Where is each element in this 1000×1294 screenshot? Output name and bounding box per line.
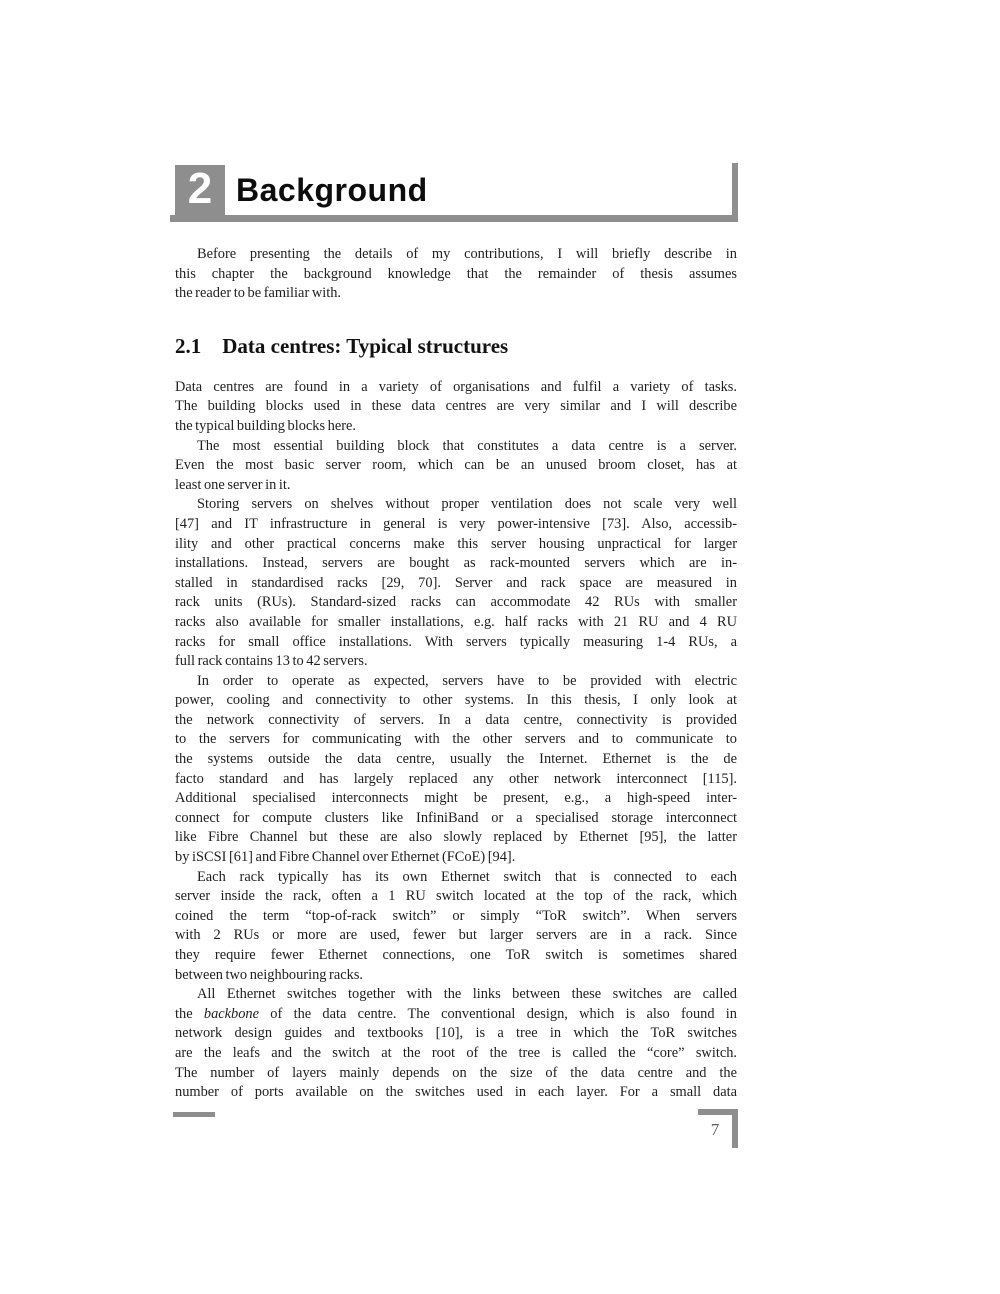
body-line: Even the most basic server room, which can be an unused broom closet, has at [175,457,737,474]
paragraph [175,495,737,671]
body-line: the backbone of the data centre. The conventional design, which is also found in [175,1005,738,1022]
body-line: All Ethernet switches together with the links between these switches are called [197,986,737,1003]
body-line: coined the term “top-of-rack switch” or simply “ToR switch”. When servers [175,907,737,924]
body-line: by iSCSI [61] and Fibre Channel over Ethernet (FCoE) [94]. [175,849,516,866]
footer-bracket-vertical [732,1109,738,1148]
chapter-title: Background [236,172,428,208]
body-line: The most essential building block that constitutes a data centre is a server. [197,437,737,454]
chapter-number-box [175,165,225,215]
paragraph [175,672,737,868]
body-line: Data centres are found in a variety of organisations and fulfil a variety of tasks. [175,378,737,395]
body-line: connect for compute clusters like InfiniBand or a specialised storage interconnect [175,809,737,826]
body-line: In order to operate as expected, servers have to be provided with electric [197,672,737,689]
body-line: [47] and IT infrastructure in general is very power-intensive [73]. Also, accessib- [175,515,737,532]
body-line: server inside the rack, often a 1 RU switch located at the top of the rack, which [175,888,737,905]
body-line: ility and other practical concerns make this server housing unpractical for larger [175,535,737,552]
body-line: power, cooling and connectivity to other systems. In this thesis, I only look at [175,692,737,709]
body-line: number of ports available on the switches used in each layer. For a small data [175,1084,737,1101]
paragraph [175,245,737,304]
body-line: facto standard and has largely replaced any other network interconnect [115]. [175,770,737,787]
chapter-number: 2 [187,163,213,213]
paragraph [175,985,737,1103]
body-line: Additional specialised interconnects might be present, e.g., a high-speed inter- [175,790,737,807]
body-line: rack units (RUs). Standard-sized racks can accommodate 42 RUs with smaller [175,594,737,611]
body-line: between two neighbouring racks. [175,966,364,983]
body-line: racks for small office installations. With servers typically measuring 1-4 RUs, a [175,633,737,650]
body-line: with 2 RUs or more are used, fewer but larger servers are in a rack. Since [175,927,737,944]
body-line: this chapter the background knowledge that the remainder of thesis assumes [175,265,737,282]
paragraph [175,868,737,986]
body-line: to the servers for communicating with the other servers and to communicate to [175,731,737,748]
paragraph [175,378,737,437]
body-line: The number of layers mainly depends on the size of the data centre and the [175,1064,737,1081]
body-line: they require fewer Ethernet connections, one ToR switch is sometimes shared [175,947,737,963]
body-line: The building blocks used in these data centres are very similar and I will describe [175,398,737,415]
body-line: network design guides and textbooks [10], is a tree in which the ToR switches [175,1025,737,1042]
body-line: Before presenting the details of my contributions, I will briefly describe in [197,246,737,262]
section-number: 2.1 [175,333,202,358]
body-line: installations. Instead, servers are bought as rack-mounted servers which are in- [175,555,737,572]
paragraph [175,437,737,496]
body-line: Each rack typically has its own Ethernet switch that is connected to each [197,868,737,885]
chapter-rule-vertical [732,163,738,222]
body-line: the systems outside the data centre, usually the Internet. Ethernet is the de [175,751,737,768]
body-line: the network connectivity of servers. In a data centre, connectivity is provided [175,711,737,728]
body-line: Storing servers on shelves without proper ventilation does not scale very well [197,496,737,513]
body-line: the typical building blocks here. [175,417,357,434]
body-line: full rack contains 13 to 42 servers. [175,653,368,670]
body-line: racks also available for smaller installations, e.g. half racks with 21 RU and 4 RU [175,613,737,630]
body-line: are the leafs and the switch at the root of the tree is called the “core” switch. [175,1044,737,1061]
section-title: Data centres: Typical structures [222,333,509,358]
page-number: 7 [710,1120,720,1139]
body-text-column [175,245,737,1103]
body-line: the reader to be familiar with. [175,285,342,302]
footer-rule-left [173,1112,215,1117]
body-line: stalled in standardised racks [29, 70]. Server and rack space are measured in [175,574,737,591]
body-line: like Fibre Channel but these are also slowly replaced by Ethernet [95], the latter [175,829,737,846]
section-heading [175,333,737,360]
chapter-rule-horizontal [170,215,738,222]
body-line: least one server in it. [175,476,291,493]
